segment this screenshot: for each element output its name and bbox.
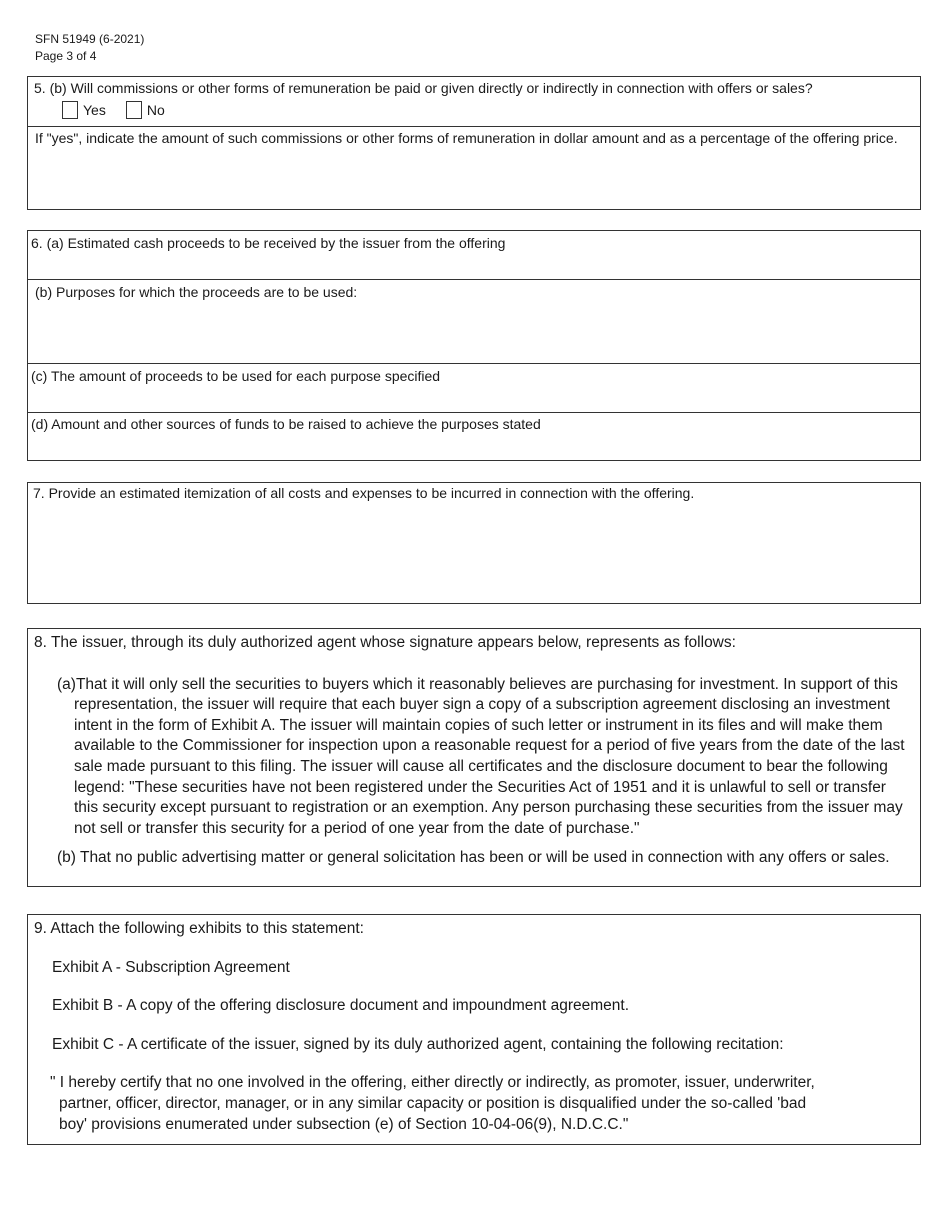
q5-question: 5. (b) Will commissions or other forms of remuneration be paid or given directly or indirectly in connection with offers or sales?	[34, 80, 813, 96]
section-8	[27, 628, 921, 887]
no-checkbox[interactable]	[126, 101, 142, 119]
q5-followup-field[interactable]	[28, 126, 920, 209]
q5-options	[34, 101, 920, 119]
q6a-label: 6. (a) Estimated cash proceeds to be received by the issuer from the offering	[31, 235, 506, 251]
form-number: SFN 51949 (6-2021)	[35, 32, 145, 46]
page-number: Page 3 of 4	[35, 49, 97, 63]
section-7[interactable]	[27, 482, 921, 604]
exhibit-a: Exhibit A - Subscription Agreement	[52, 958, 290, 976]
exhibit-c: Exhibit C - A certificate of the issuer, signed by its duly authorized agent, containing the following recitation:	[52, 1035, 784, 1053]
section-5	[27, 76, 921, 210]
q6b-field[interactable]	[28, 279, 920, 363]
yes-label: Yes	[83, 102, 106, 118]
form-header	[35, 31, 144, 65]
q7-label: 7. Provide an estimated itemization of all costs and expenses to be incurred in connection with the offering.	[33, 485, 695, 501]
q8-item-a: (a)That it will only sell the securities to buyers which it reasonably believes are purchasing for investment. In support of this representation, the issuer will require that each buyer sign a copy of a subscription agreement disclosing an investment intent in the form of Exhibit A. The issuer will maintain copies of such letter or instrument in its files and will make them available to the Commissioner for inspection upon a reasonable request for a period of five years from the date of the last sale made pursuant to this filing. The issuer will cause all certificates and the disclosure document to bear the following legend: "These securities have not been registered under the Securities Act of 1951 and it is unlawful to sell or transfer this security except pursuant to registration or an exemption. Any person purchasing these securities from the issuer may not sell or transfer this security for a period of one year from the date of purchase."	[57, 675, 905, 837]
exhibit-b: Exhibit B - A copy of the offering disclosure document and impoundment agreement.	[52, 997, 629, 1015]
q6d-field[interactable]	[28, 412, 920, 460]
q6b-label: (b) Purposes for which the proceeds are to be used:	[35, 284, 358, 300]
q6c-field[interactable]	[28, 363, 920, 412]
q6a-field[interactable]	[28, 231, 920, 279]
q8-intro: 8. The issuer, through its duly authorized agent whose signature appears below, represents as follows:	[34, 634, 736, 651]
q6c-label: (c) The amount of proceeds to be used for each purpose specified	[31, 368, 441, 384]
q8-item-b: (b) That no public advertising matter or general solicitation has been or will be used in connection with any offers or sales.	[57, 849, 890, 867]
q5-followup-label: If "yes", indicate the amount of such commissions or other forms of remuneration in dollar amount and as a percentage of the offering price.	[35, 130, 898, 146]
q9-intro: 9. Attach the following exhibits to this statement:	[34, 920, 364, 937]
yes-checkbox[interactable]	[62, 101, 78, 119]
q6d-label: (d) Amount and other sources of funds to be raised to achieve the purposes stated	[31, 416, 541, 432]
certification-recitation: " I hereby certify that no one involved in the offering, either directly or indirectly, as promoter, issuer, underwriter, partner, officer, director, manager, or in any similar capacity or position is disqualified under the so-called 'bad boy' provisions enumerated under subsection (e) of Section 10-04-06(9), N.D.C.C."	[50, 1074, 815, 1133]
q5-question-row	[28, 77, 920, 126]
section-9	[27, 914, 921, 1145]
no-label: No	[146, 102, 165, 118]
section-6	[27, 230, 921, 461]
